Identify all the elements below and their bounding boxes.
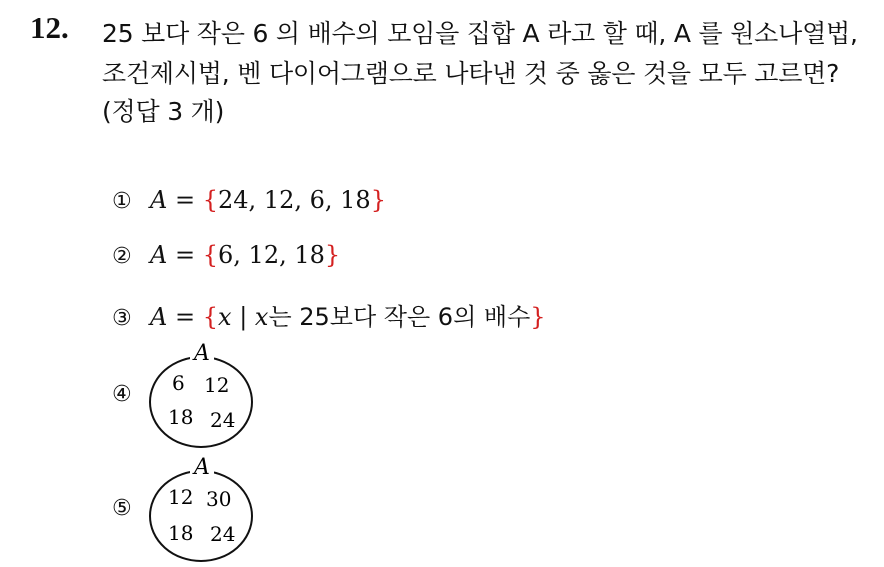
set-builder-bar: | bbox=[231, 303, 255, 331]
question-text-line-3: (정답 3 개) bbox=[102, 97, 225, 126]
choice-1[interactable] bbox=[112, 186, 386, 214]
brace-close: } bbox=[530, 303, 546, 331]
venn-circle bbox=[150, 471, 252, 561]
venn-label: A bbox=[194, 456, 210, 480]
venn-element: 12 bbox=[204, 373, 230, 397]
choice-2[interactable] bbox=[112, 241, 340, 269]
question-text-line-2: 조건제시법, 벤 다이어그램으로 나타낸 것 중 옳은 것을 모두 고르면? bbox=[102, 59, 840, 88]
choice-mark: ① bbox=[112, 189, 132, 214]
question-number: 12. bbox=[30, 10, 69, 45]
choice-3[interactable] bbox=[112, 297, 546, 332]
brace-close: } bbox=[324, 241, 341, 269]
venn-element: 30 bbox=[206, 487, 232, 511]
choice-mark: ② bbox=[112, 244, 132, 269]
venn-element: 24 bbox=[210, 408, 236, 432]
venn-element: 6 bbox=[172, 371, 185, 395]
set-variable: x bbox=[254, 303, 269, 331]
question-text-line-1: 25 보다 작은 6 의 배수의 모임을 집합 A 라고 할 때, A 를 원소나열법, bbox=[102, 19, 858, 48]
brace-close: } bbox=[370, 186, 386, 214]
venn-diagram-4 bbox=[148, 342, 260, 450]
venn-label: A bbox=[194, 342, 210, 366]
set-elements: 6, 12, 18 bbox=[218, 241, 325, 269]
set-name: A bbox=[150, 186, 168, 214]
choice-mark: ③ bbox=[112, 306, 132, 331]
equals-sign: = bbox=[174, 241, 196, 269]
venn-diagram-5 bbox=[148, 456, 260, 564]
set-name: A bbox=[150, 241, 168, 269]
venn-circle bbox=[150, 357, 252, 447]
equals-sign: = bbox=[174, 303, 196, 331]
venn-element: 24 bbox=[210, 522, 236, 546]
equals-sign: = bbox=[174, 186, 196, 214]
venn-element: 18 bbox=[168, 405, 194, 429]
choice-5-mark[interactable]: ⑤ bbox=[112, 496, 132, 521]
choice-4-mark[interactable]: ④ bbox=[112, 382, 132, 407]
venn-element: 12 bbox=[168, 485, 194, 509]
brace-open: { bbox=[202, 303, 219, 331]
brace-open: { bbox=[202, 241, 219, 269]
set-variable: x bbox=[218, 303, 232, 331]
set-elements: 24, 12, 6, 18 bbox=[218, 186, 371, 214]
brace-open: { bbox=[202, 186, 219, 214]
set-name: A bbox=[150, 303, 168, 331]
venn-element: 18 bbox=[168, 521, 194, 545]
set-condition: 는 25보다 작은 6의 배수 bbox=[268, 303, 531, 331]
